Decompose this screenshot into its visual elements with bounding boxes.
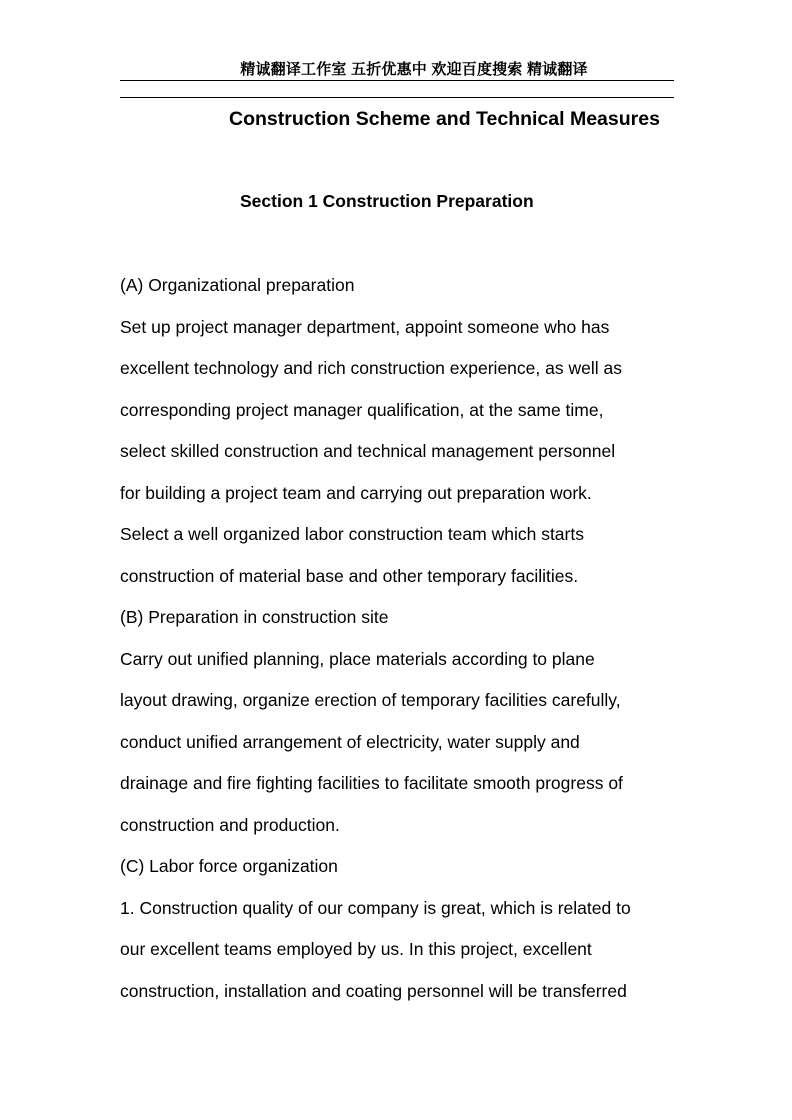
body-line: drainage and fire fighting facilities to facilitate smooth progress of (120, 773, 623, 793)
body-line: our excellent teams employed by us. In this project, excellent (120, 939, 592, 959)
body-line: construction, installation and coating personnel will be transferred (120, 980, 627, 1001)
body-line: excellent technology and rich construction experience, as well as (120, 358, 622, 378)
header-rule-top (120, 80, 674, 81)
body-line: for building a project team and carrying out preparation work. (120, 482, 592, 503)
body-line: corresponding project manager qualification, at the same time, (120, 399, 604, 420)
header-rule-bottom (120, 97, 674, 98)
heading-labor-force-organization: (C) Labor force organization (120, 856, 338, 876)
body-line: 1. Construction quality of our company is great, which is related to (120, 897, 631, 918)
body-line: select skilled construction and technical management personnel (120, 441, 616, 461)
document-body (120, 265, 680, 1012)
heading-organizational-preparation: (A) Organizational preparation (120, 275, 355, 295)
body-line: conduct unified arrangement of electricity, water supply and (120, 731, 580, 752)
heading-site-preparation: (B) Preparation in construction site (120, 607, 389, 627)
body-line: Set up project manager department, appoint someone who has (120, 316, 610, 337)
body-line: layout drawing, organize erection of temporary facilities carefully, (120, 690, 621, 710)
body-line: construction of material base and other temporary facilities. (120, 565, 579, 586)
section-title: Section 1 Construction Preparation (240, 191, 534, 211)
header-text: 精诚翻译工作室 五折优惠中 欢迎百度搜索 精诚翻译 (240, 61, 588, 78)
document-title: Construction Scheme and Technical Measures (229, 108, 660, 130)
body-line: Select a well organized labor construction team which starts (120, 524, 584, 544)
body-line: Carry out unified planning, place materials according to plane (120, 648, 595, 669)
body-line: construction and production. (120, 814, 340, 835)
